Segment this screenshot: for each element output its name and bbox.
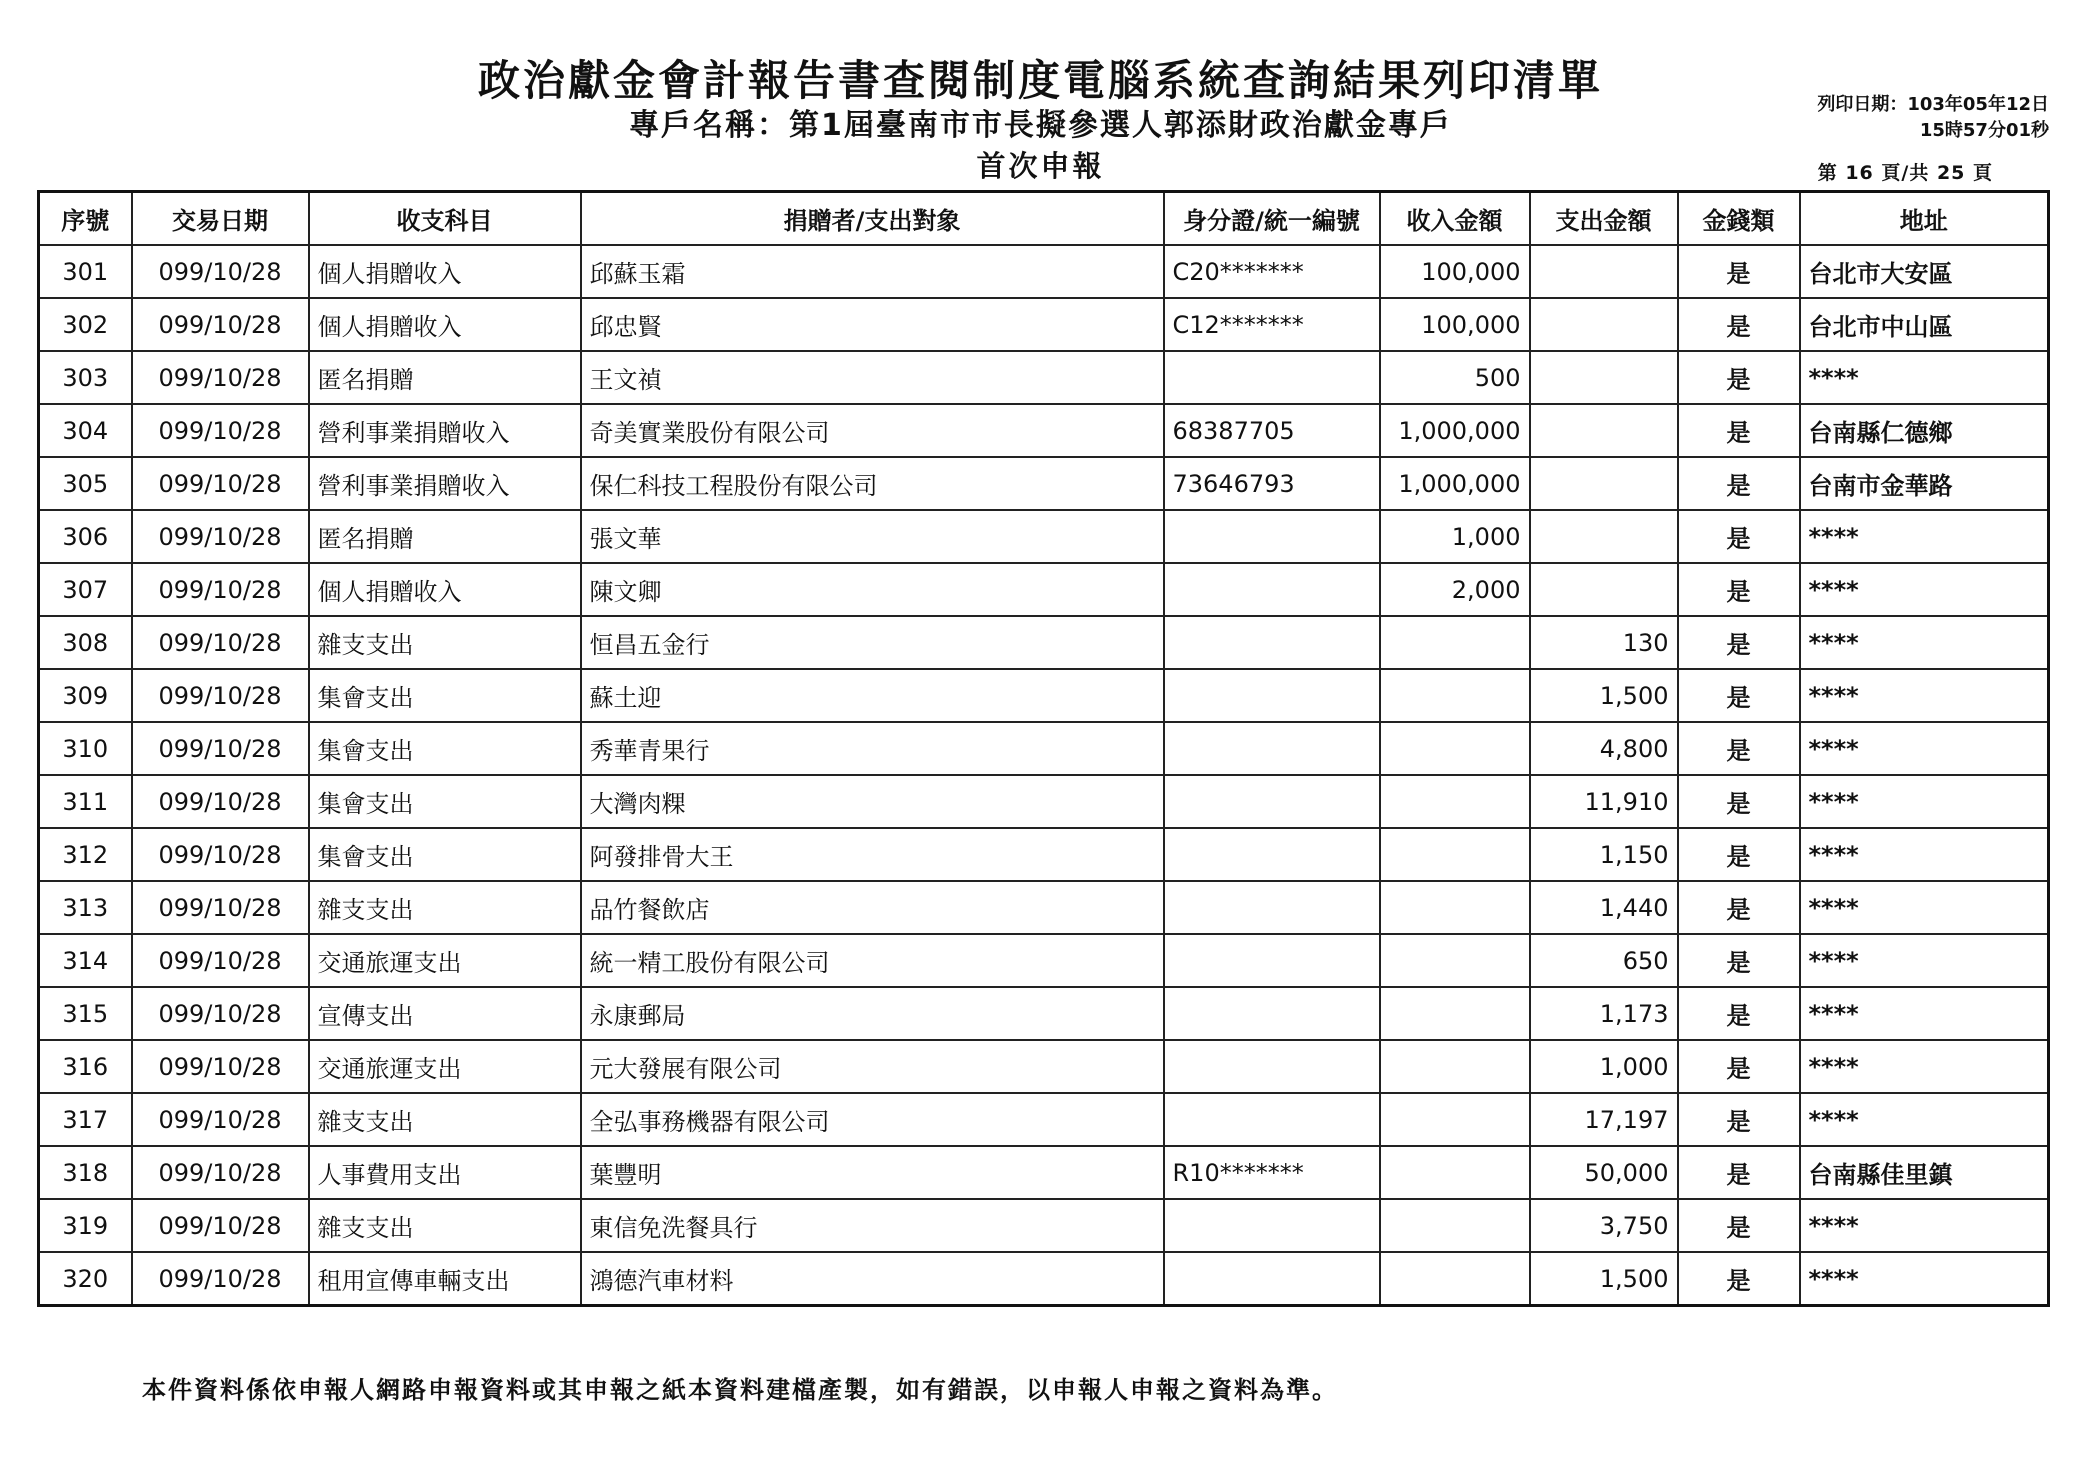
cell-address: 台南縣佳里鎮 — [1800, 1146, 2049, 1199]
cell-party: 王文禎 — [581, 351, 1164, 404]
cell-income: 2,000 — [1380, 563, 1530, 616]
cell-id — [1164, 351, 1380, 404]
cell-party: 奇美實業股份有限公司 — [581, 404, 1164, 457]
header-expense: 支出金額 — [1530, 192, 1678, 246]
cell-income — [1380, 987, 1530, 1040]
cell-income: 500 — [1380, 351, 1530, 404]
cell-expense — [1530, 563, 1678, 616]
cell-id — [1164, 1093, 1380, 1146]
cell-expense — [1530, 298, 1678, 351]
cell-address: 台北市中山區 — [1800, 298, 2049, 351]
cell-address: **** — [1800, 616, 2049, 669]
cell-id — [1164, 616, 1380, 669]
cell-party: 秀華青果行 — [581, 722, 1164, 775]
cell-date: 099/10/28 — [132, 722, 309, 775]
cell-item: 人事費用支出 — [309, 1146, 581, 1199]
cell-id — [1164, 1199, 1380, 1252]
cell-address: **** — [1800, 934, 2049, 987]
header-cash: 金錢類 — [1678, 192, 1800, 246]
cell-seq: 311 — [39, 775, 132, 828]
cell-id: C20******* — [1164, 245, 1380, 298]
cell-item: 雜支支出 — [309, 1093, 581, 1146]
cell-cash: 是 — [1678, 1199, 1800, 1252]
cell-seq: 318 — [39, 1146, 132, 1199]
cell-expense: 650 — [1530, 934, 1678, 987]
cell-id — [1164, 934, 1380, 987]
cell-id — [1164, 669, 1380, 722]
cell-expense: 1,500 — [1530, 669, 1678, 722]
cell-address: 台北市大安區 — [1800, 245, 2049, 298]
header-id: 身分證/統一編號 — [1164, 192, 1380, 246]
ledger-table — [37, 190, 2050, 1307]
cell-item: 個人捐贈收入 — [309, 563, 581, 616]
table-row — [39, 351, 2049, 404]
cell-cash: 是 — [1678, 351, 1800, 404]
cell-seq: 301 — [39, 245, 132, 298]
cell-expense: 3,750 — [1530, 1199, 1678, 1252]
cell-address: **** — [1800, 563, 2049, 616]
cell-date: 099/10/28 — [132, 1093, 309, 1146]
table-row — [39, 1093, 2049, 1146]
cell-cash: 是 — [1678, 987, 1800, 1040]
cell-seq: 303 — [39, 351, 132, 404]
cell-item: 個人捐贈收入 — [309, 298, 581, 351]
cell-item: 集會支出 — [309, 775, 581, 828]
cell-party: 元大發展有限公司 — [581, 1040, 1164, 1093]
cell-id — [1164, 775, 1380, 828]
cell-item: 雜支支出 — [309, 881, 581, 934]
table-row — [39, 245, 2049, 298]
cell-seq: 306 — [39, 510, 132, 563]
cell-id: R10******* — [1164, 1146, 1380, 1199]
cell-item: 雜支支出 — [309, 616, 581, 669]
cell-seq: 310 — [39, 722, 132, 775]
cell-date: 099/10/28 — [132, 616, 309, 669]
cell-party: 統一精工股份有限公司 — [581, 934, 1164, 987]
cell-party: 東信免洗餐具行 — [581, 1199, 1164, 1252]
cell-cash: 是 — [1678, 510, 1800, 563]
cell-income: 1,000,000 — [1380, 457, 1530, 510]
cell-cash: 是 — [1678, 1093, 1800, 1146]
cell-item: 集會支出 — [309, 828, 581, 881]
cell-address: **** — [1800, 1093, 2049, 1146]
cell-cash: 是 — [1678, 934, 1800, 987]
cell-seq: 309 — [39, 669, 132, 722]
cell-income — [1380, 669, 1530, 722]
cell-expense — [1530, 245, 1678, 298]
cell-expense: 4,800 — [1530, 722, 1678, 775]
cell-income — [1380, 881, 1530, 934]
cell-cash: 是 — [1678, 1040, 1800, 1093]
cell-cash: 是 — [1678, 404, 1800, 457]
cell-id — [1164, 881, 1380, 934]
cell-date: 099/10/28 — [132, 1040, 309, 1093]
table-row — [39, 828, 2049, 881]
cell-date: 099/10/28 — [132, 881, 309, 934]
cell-seq: 320 — [39, 1252, 132, 1306]
cell-item: 宣傳支出 — [309, 987, 581, 1040]
cell-seq: 317 — [39, 1093, 132, 1146]
cell-party: 蘇土迎 — [581, 669, 1164, 722]
table-row — [39, 616, 2049, 669]
cell-date: 099/10/28 — [132, 404, 309, 457]
footer-note: 本件資料係依申報人網路申報資料或其申報之紙本資料建檔產製，如有錯誤，以申報人申報之資料為準。 — [142, 1376, 1338, 1404]
table-row — [39, 1252, 2049, 1306]
cell-party: 大灣肉粿 — [581, 775, 1164, 828]
cell-party: 邱蘇玉霜 — [581, 245, 1164, 298]
cell-address: **** — [1800, 722, 2049, 775]
cell-income — [1380, 722, 1530, 775]
account-name: 專戶名稱：第1屆臺南市市長擬參選人郭添財政治獻金專戶 — [629, 108, 1452, 143]
cell-seq: 315 — [39, 987, 132, 1040]
cell-id — [1164, 1040, 1380, 1093]
cell-expense: 1,173 — [1530, 987, 1678, 1040]
cell-item: 集會支出 — [309, 669, 581, 722]
table-header-row — [39, 192, 2049, 246]
cell-date: 099/10/28 — [132, 1199, 309, 1252]
table-row — [39, 722, 2049, 775]
cell-income: 100,000 — [1380, 298, 1530, 351]
cell-address: **** — [1800, 510, 2049, 563]
cell-seq: 313 — [39, 881, 132, 934]
print-date: 列印日期：103年05年12日 — [1817, 94, 2049, 115]
cell-date: 099/10/28 — [132, 298, 309, 351]
cell-party: 葉豐明 — [581, 1146, 1164, 1199]
cell-party: 張文華 — [581, 510, 1164, 563]
cell-date: 099/10/28 — [132, 1252, 309, 1306]
table-row — [39, 987, 2049, 1040]
cell-date: 099/10/28 — [132, 245, 309, 298]
cell-income — [1380, 934, 1530, 987]
table-row — [39, 1040, 2049, 1093]
cell-address: **** — [1800, 828, 2049, 881]
cell-cash: 是 — [1678, 775, 1800, 828]
report-title: 政治獻金會計報告書查閱制度電腦系統查詢結果列印清單 — [477, 56, 1603, 105]
cell-seq: 302 — [39, 298, 132, 351]
cell-expense: 1,000 — [1530, 1040, 1678, 1093]
cell-party: 陳文卿 — [581, 563, 1164, 616]
cell-address: **** — [1800, 1252, 2049, 1306]
table-row — [39, 457, 2049, 510]
cell-address: 台南市金華路 — [1800, 457, 2049, 510]
cell-income: 1,000 — [1380, 510, 1530, 563]
cell-date: 099/10/28 — [132, 457, 309, 510]
ledger-body — [39, 245, 2049, 1306]
header-party: 捐贈者/支出對象 — [581, 192, 1164, 246]
header-income: 收入金額 — [1380, 192, 1530, 246]
cell-seq: 308 — [39, 616, 132, 669]
cell-item: 交通旅運支出 — [309, 934, 581, 987]
cell-item: 營利事業捐贈收入 — [309, 404, 581, 457]
cell-id — [1164, 722, 1380, 775]
cell-date: 099/10/28 — [132, 775, 309, 828]
table-row — [39, 563, 2049, 616]
cell-cash: 是 — [1678, 298, 1800, 351]
report-type: 首次申報 — [976, 149, 1105, 183]
cell-cash: 是 — [1678, 563, 1800, 616]
cell-date: 099/10/28 — [132, 1146, 309, 1199]
cell-cash: 是 — [1678, 669, 1800, 722]
cell-expense: 1,150 — [1530, 828, 1678, 881]
cell-expense: 11,910 — [1530, 775, 1678, 828]
cell-address: **** — [1800, 1040, 2049, 1093]
print-time: 15時57分01秒 — [1919, 120, 2049, 141]
table-row — [39, 934, 2049, 987]
cell-date: 099/10/28 — [132, 987, 309, 1040]
header-address: 地址 — [1800, 192, 2049, 246]
cell-seq: 307 — [39, 563, 132, 616]
cell-expense: 50,000 — [1530, 1146, 1678, 1199]
table-row — [39, 298, 2049, 351]
cell-income — [1380, 775, 1530, 828]
cell-cash: 是 — [1678, 881, 1800, 934]
cell-cash: 是 — [1678, 828, 1800, 881]
cell-party: 邱忠賢 — [581, 298, 1164, 351]
cell-id — [1164, 510, 1380, 563]
cell-address: **** — [1800, 1199, 2049, 1252]
cell-item: 匿名捐贈 — [309, 351, 581, 404]
cell-cash: 是 — [1678, 245, 1800, 298]
cell-id: 68387705 — [1164, 404, 1380, 457]
cell-item: 營利事業捐贈收入 — [309, 457, 581, 510]
cell-expense — [1530, 510, 1678, 563]
page-number: 第 16 頁/共 25 頁 — [1817, 162, 1993, 184]
table-row — [39, 510, 2049, 563]
cell-party: 鴻德汽車材料 — [581, 1252, 1164, 1306]
cell-seq: 319 — [39, 1199, 132, 1252]
cell-party: 阿發排骨大王 — [581, 828, 1164, 881]
cell-cash: 是 — [1678, 457, 1800, 510]
cell-item: 匿名捐贈 — [309, 510, 581, 563]
cell-item: 交通旅運支出 — [309, 1040, 581, 1093]
cell-date: 099/10/28 — [132, 828, 309, 881]
cell-income — [1380, 1040, 1530, 1093]
cell-item: 租用宣傳車輛支出 — [309, 1252, 581, 1306]
cell-expense — [1530, 351, 1678, 404]
cell-date: 099/10/28 — [132, 934, 309, 987]
cell-seq: 304 — [39, 404, 132, 457]
cell-party: 保仁科技工程股份有限公司 — [581, 457, 1164, 510]
cell-expense: 1,500 — [1530, 1252, 1678, 1306]
cell-address: **** — [1800, 987, 2049, 1040]
cell-id — [1164, 563, 1380, 616]
cell-address: **** — [1800, 669, 2049, 722]
cell-party: 品竹餐飲店 — [581, 881, 1164, 934]
cell-date: 099/10/28 — [132, 563, 309, 616]
table-row — [39, 1199, 2049, 1252]
cell-seq: 305 — [39, 457, 132, 510]
cell-cash: 是 — [1678, 1252, 1800, 1306]
cell-expense: 130 — [1530, 616, 1678, 669]
cell-date: 099/10/28 — [132, 669, 309, 722]
table-row — [39, 404, 2049, 457]
cell-income — [1380, 1146, 1530, 1199]
cell-income — [1380, 1093, 1530, 1146]
cell-id — [1164, 828, 1380, 881]
cell-expense: 1,440 — [1530, 881, 1678, 934]
cell-seq: 316 — [39, 1040, 132, 1093]
cell-income — [1380, 1199, 1530, 1252]
cell-income — [1380, 1252, 1530, 1306]
cell-party: 全弘事務機器有限公司 — [581, 1093, 1164, 1146]
cell-address: 台南縣仁德鄉 — [1800, 404, 2049, 457]
cell-date: 099/10/28 — [132, 510, 309, 563]
print-info — [1817, 92, 2049, 144]
cell-item: 個人捐贈收入 — [309, 245, 581, 298]
header-item: 收支科目 — [309, 192, 581, 246]
cell-date: 099/10/28 — [132, 351, 309, 404]
cell-income: 1,000,000 — [1380, 404, 1530, 457]
cell-id — [1164, 1252, 1380, 1306]
cell-address: **** — [1800, 775, 2049, 828]
cell-party: 恒昌五金行 — [581, 616, 1164, 669]
cell-id: 73646793 — [1164, 457, 1380, 510]
cell-seq: 314 — [39, 934, 132, 987]
header-seq: 序號 — [39, 192, 132, 246]
cell-cash: 是 — [1678, 722, 1800, 775]
cell-expense — [1530, 404, 1678, 457]
cell-income — [1380, 828, 1530, 881]
cell-address: **** — [1800, 881, 2049, 934]
cell-expense — [1530, 457, 1678, 510]
table-row — [39, 775, 2049, 828]
cell-seq: 312 — [39, 828, 132, 881]
cell-id — [1164, 987, 1380, 1040]
table-row — [39, 881, 2049, 934]
cell-income — [1380, 616, 1530, 669]
table-row — [39, 669, 2049, 722]
table-row — [39, 1146, 2049, 1199]
cell-cash: 是 — [1678, 616, 1800, 669]
cell-expense: 17,197 — [1530, 1093, 1678, 1146]
cell-item: 雜支支出 — [309, 1199, 581, 1252]
cell-cash: 是 — [1678, 1146, 1800, 1199]
cell-item: 集會支出 — [309, 722, 581, 775]
header-date: 交易日期 — [132, 192, 309, 246]
cell-party: 永康郵局 — [581, 987, 1164, 1040]
cell-address: **** — [1800, 351, 2049, 404]
cell-income: 100,000 — [1380, 245, 1530, 298]
cell-id: C12******* — [1164, 298, 1380, 351]
